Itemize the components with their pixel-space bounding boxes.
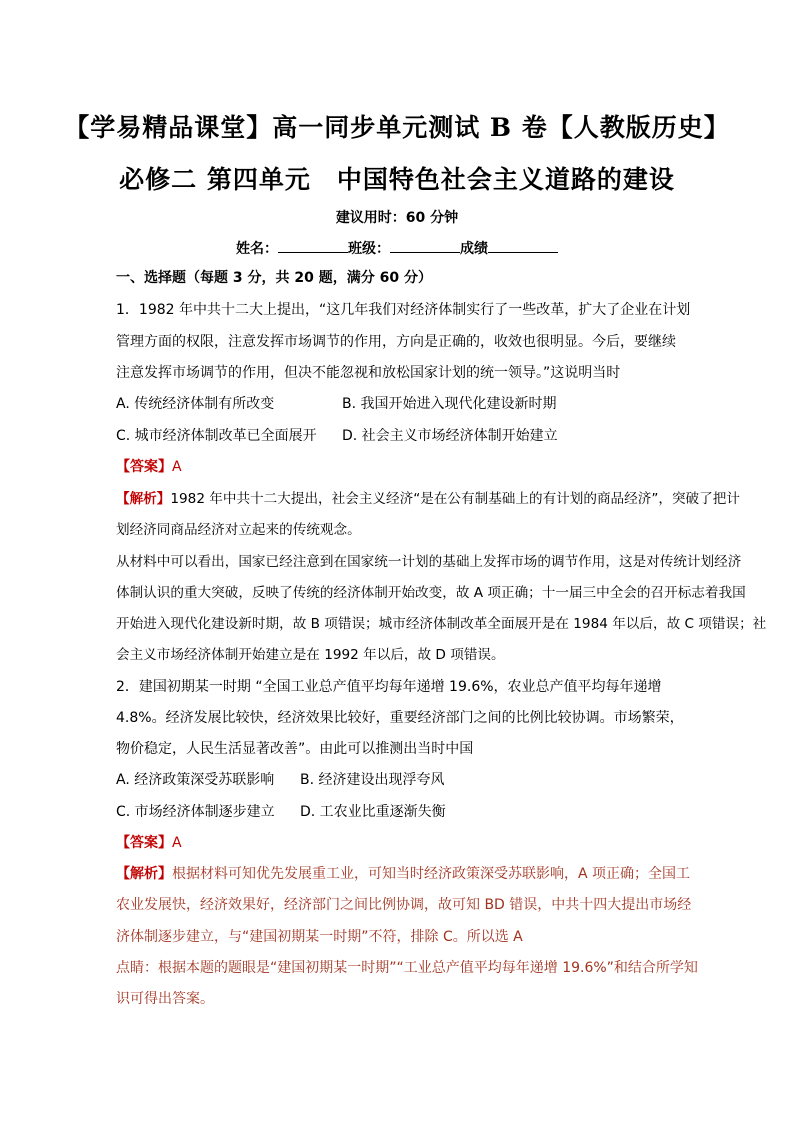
q1-analysis-label: 【解析】 — [116, 491, 171, 507]
q2-option-b: B. 经济建设出现浮夸风 — [300, 772, 445, 788]
q1-option-b: B. 我国开始进入现代化建设新时期 — [342, 396, 557, 412]
q1-analysis-line6: 会主义市场经济体制开始建立是在 1992 年以后，故 D 项错误。 — [116, 647, 505, 663]
q2-analysis-line3: 济体制逐步建立，与“建国初期某一时期”不符，排除 C。所以选 A — [116, 929, 523, 945]
q1-option-d: D. 社会主义市场经济体制开始建立 — [342, 428, 558, 444]
q1-option-a: A. 传统经济体制有所改变 — [116, 396, 275, 412]
class-blank[interactable] — [390, 238, 460, 253]
class-label: 班级： — [348, 241, 390, 257]
q2-stem-line2: 4.8%。经济发展比较快，经济效果比较好，重要经济部门之间的比例比较协调。市场繁荣， — [116, 710, 684, 726]
q1-analysis-line2: 划经济同商品经济对立起来的传统观念。 — [116, 522, 361, 538]
q2-stem-line3: 物价稳定，人民生活显著改善”。由此可以推测出当时中国 — [116, 741, 474, 757]
q1-stem-line3: 注意发挥市场调节的作用，但决不能忽视和放松国家计划的统一领导。”这说明当时 — [116, 365, 621, 381]
q2-tip-line1: 点睛：根据本题的题眼是“建国初期某一时期”“工业总产值平均每年递增 19.6%”和结合所学知 — [116, 960, 698, 976]
q1-stem-line1: 1．1982 年中共十二大上提出，“这几年我们对经济体制实行了一些改革，扩大了企业在计划 — [116, 302, 691, 318]
q2-answer-label: 【答案】 — [116, 835, 172, 851]
q2-analysis-line1 — [116, 864, 690, 884]
q2-tip-line2: 识可得出答案。 — [116, 991, 214, 1007]
q1-analysis-text1: 1982 年中共十二大提出，社会主义经济“是在公有制基础上的有计划的商品经济”，突破了把计 — [170, 491, 740, 507]
score-blank[interactable] — [488, 238, 558, 253]
q2-option-c: C. 市场经济体制逐步建立 — [116, 804, 275, 820]
document-title-line1: 【学易精品课堂】高一同步单元测试 B 卷【人教版历史】 — [64, 113, 730, 142]
section-heading: 一、选择题（每题 3 分，共 20 题，满分 60 分） — [116, 270, 432, 286]
q1-analysis-line5: 开始进入现代化建设新时期，故 B 项错误；城市经济体制改革全面展开是在 1984 年以后，故 C 项错误；社 — [116, 616, 767, 632]
document-title-line2: 必修二 第四单元 中国特色社会主义道路的建设 — [119, 165, 675, 194]
q1-stem-line2: 管理方面的权限，注意发挥市场调节的作用，方向是正确的，收效也很明显。今后，要继续 — [116, 334, 676, 350]
name-label: 姓名： — [236, 241, 278, 257]
q1-option-c: C. 城市经济体制改革已全面展开 — [116, 428, 317, 444]
q2-analysis-label: 【解析】 — [116, 866, 172, 882]
q2-analysis-line2: 农业发展快，经济效果好，经济部门之间比例协调，故可知 BD 错误，中共十四大提出市场经 — [116, 897, 692, 913]
time-hint: 建议用时：60 分钟 — [335, 210, 459, 226]
q1-answer — [116, 457, 182, 477]
q1-answer-value: A — [172, 459, 182, 475]
q2-stem-line1: 2．建国初期某一时期 “全国工业总产值平均每年递增 19.6%，农业总产值平均每年递增 — [116, 679, 662, 695]
student-info-row — [0, 238, 794, 258]
q2-analysis-text1: 根据材料可知优先发展重工业，可知当时经济政策深受苏联影响，A 项正确；全国工 — [172, 866, 691, 882]
q2-option-d: D. 工农业比重逐渐失衡 — [300, 804, 446, 820]
q1-analysis-line4: 体制认识的重大突破，反映了传统的经济体制开始改变，故 A 项正确；十一届三中全会的召开标志着我国 — [116, 585, 746, 601]
q1-analysis-line3: 从材料中可以看出，国家已经注意到在国家统一计划的基础上发挥市场的调节作用，这是对传统计划经济 — [116, 554, 742, 570]
name-blank[interactable] — [278, 238, 348, 253]
score-label: 成绩 — [460, 241, 488, 257]
q1-answer-label: 【答案】 — [116, 459, 172, 475]
q1-analysis-line1 — [116, 489, 740, 509]
q2-answer-value: A — [172, 835, 182, 851]
q2-option-a: A. 经济政策深受苏联影响 — [116, 772, 275, 788]
q2-answer — [116, 833, 182, 853]
